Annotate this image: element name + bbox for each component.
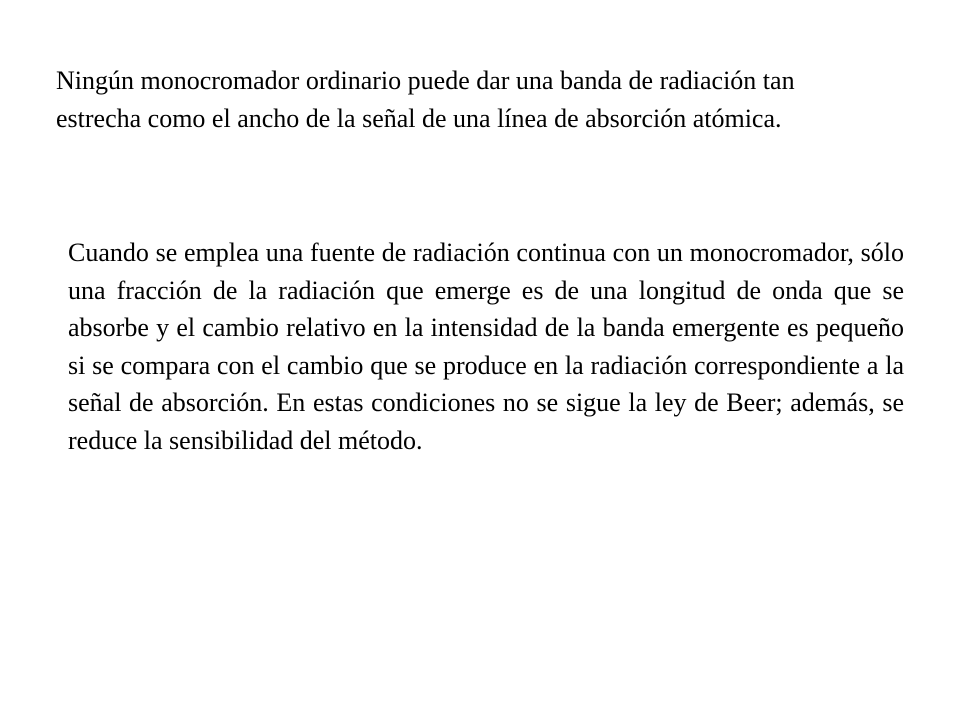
paragraph-continuous-source-effect: Cuando se emplea una fuente de radiación continua con un monocromador, sólo una fracción de la radiación que emerge es de una longitud de onda que se absorbe y el cambio relativo en la intensidad de la banda emergente es pequeño si se compara con el cambio que se produce en la radiación correspondiente a la señal de absorción. En estas condiciones no se sigue la ley de Beer; además, se reduce la sensibilidad del método. (68, 238, 904, 455)
paragraph-monochromator-bandwidth: Ningún monocromador ordinario puede dar una banda de radiación tan estrecha como el ancho de la señal de una línea de absorción atómica. (56, 66, 795, 133)
